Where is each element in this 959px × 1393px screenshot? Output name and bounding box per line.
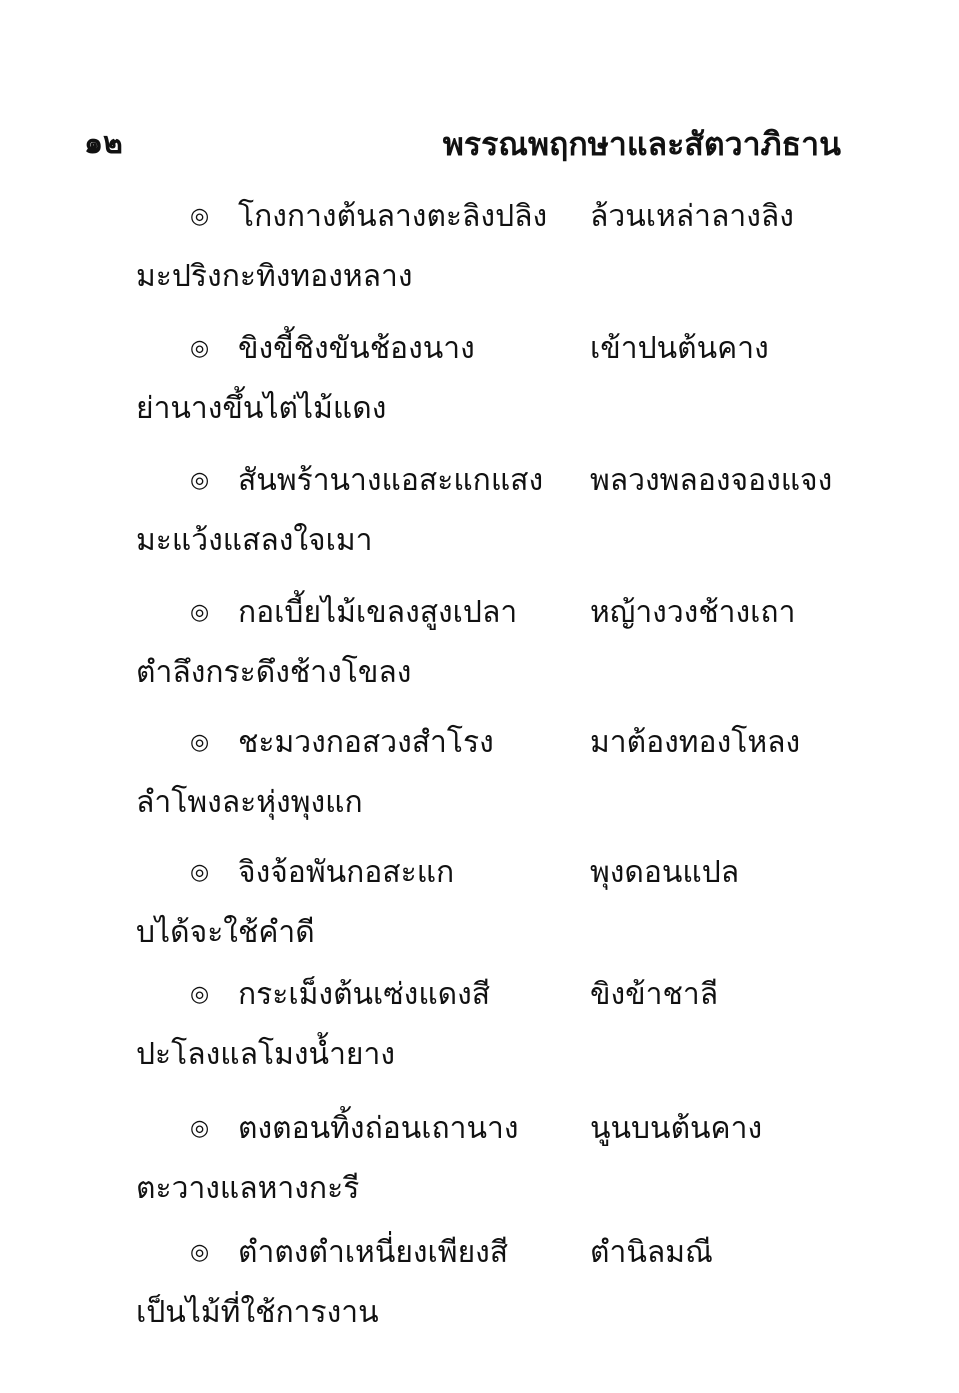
verse-bullet-icon: ◎ [190,982,210,1007]
verse-line-second: ล้วนเหล่าลางลิง [590,199,794,234]
verse-bullet-icon: ◎ [190,860,210,885]
verse-line-second: ขิงข้าชาลี [590,977,719,1012]
verse [0,460,959,592]
verse-bullet-icon: ◎ [190,336,210,361]
verse [0,974,959,1106]
verse-line-first: โกงกางต้นลางตะลิงปลิง [238,199,548,234]
verse-line-third: ลำโพงละหุ่งพุงแก [136,785,363,820]
verse-bullet-icon: ◎ [190,730,210,755]
verse-line-second: ตำนิลมณี [590,1235,713,1270]
verse [0,722,959,854]
verse [0,328,959,460]
verse-line-first: ขิงขี้ชิงขันช้องนาง [238,331,475,366]
verse-line-third: ตำลึงกระดึงช้างโขลง [136,655,412,690]
verse-line-third: มะปริงกะทิงทองหลาง [136,259,413,294]
verse-bullet-icon: ◎ [190,1240,210,1265]
verse-line-first: กระเม็งต้นเซ่งแดงสี [238,977,491,1012]
verse-line-third: ตะวางแลหางกะรี [136,1171,360,1206]
verse-line-second: หญ้างวงช้างเถา [590,595,796,630]
verse [0,1232,959,1364]
verse-line-third: ปะโลงแลโมงน้ำยาง [136,1037,395,1072]
verse [0,852,959,984]
verse-line-first: ชะมวงกอสวงสำโรง [238,725,494,760]
verse-line-first: กอเบี้ยไม้เขลงสูงเปลา [238,595,518,630]
verse-bullet-icon: ◎ [190,204,210,229]
verse-line-first: ตำตงตำเหนี่ยงเพียงสี [238,1235,509,1270]
verse-line-first: ตงตอนทิ้งถ่อนเถานาง [238,1111,519,1146]
verse-bullet-icon: ◎ [190,468,210,493]
verse-line-first: สันพร้านางแอสะแกแสง [238,463,544,498]
verse-bullet-icon: ◎ [190,600,210,625]
verse-line-third: มะแว้งแสลงใจเมา [136,523,373,558]
verse-line-second: นูนบนต้นคาง [590,1111,763,1146]
verse-line-second: พุงดอนแปล [590,855,740,890]
verse-line-second: พลวงพลองจองแจง [590,463,833,498]
verse-line-third: บได้จะใช้คำดี [136,915,315,950]
verse [0,196,959,328]
verse [0,1108,959,1240]
verse-line-third: เป็นไม้ที่ใช้การงาน [136,1295,379,1330]
running-title: พรรณพฤกษาและสัตวาภิธาน [442,125,841,163]
verse [0,592,959,724]
verse-line-first: จิงจ้อพันกอสะแก [238,855,455,890]
verse-line-second: มาต้องทองโหลง [590,725,801,760]
verse-line-third: ย่านางขึ้นไต่ไม้แดง [136,391,387,426]
verse-line-second: เข้าปนต้นคาง [590,331,769,366]
page-number: ๑๒ [84,126,123,161]
verse-bullet-icon: ◎ [190,1116,210,1141]
